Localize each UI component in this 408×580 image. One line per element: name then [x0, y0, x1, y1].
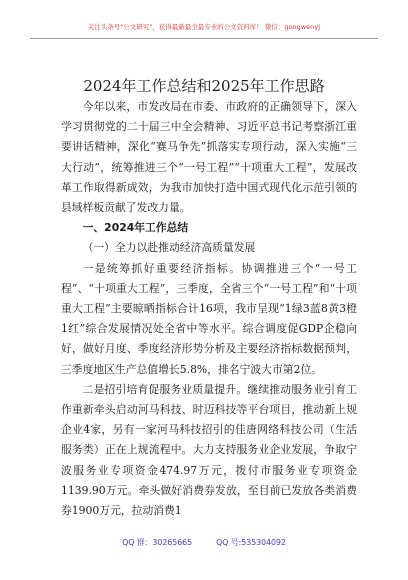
- document-body: [61, 97, 357, 521]
- section-heading: 一、2024年工作总结: [82, 221, 189, 235]
- header-banner: 关注头条号"公文研究"，获得最新最全最专业的公文资料库！ 微信：gongwenyj: [87, 23, 321, 31]
- body-paragraph-1: 一是统筹抓好重要经济指标。协调推进三个“一号工程”、“十项重大工程”，三季度，全省三个“一号工程”和“十项重大工程”主要晾晒指标合计16项，我市呈现“1绿3蓝8黄3橙1红”综合发展情况处全省中等水平。综合调度促GDP企稳向好，做好月度、季度经济形势分析及主要经济指标数据预判，三季度地区生产总值增长5.8%，排名宁波大市第2位。: [61, 261, 357, 376]
- footer-contact: [0, 537, 408, 548]
- body-paragraph-2: 二是招引培育促服务业质量提升。继续推动服务业引育工作重新牵头启动河马科技、时迈科技等平台项目，推动新上规企业4家，另有一家河马科技招引的佳唐网络科技公司（生活服务类）正在上规流程中。大力支持服务业企业发展，争取宁波服务业专项资金474.97万元，拨付市服务业专项资金1139.90万元。牵头做好消费券发放，至目前已发放各类消费券1900万元，拉动消费1: [61, 382, 357, 518]
- header-divider: [30, 38, 378, 39]
- document-title: 2024年工作总结和2025年工作思路: [83, 77, 325, 95]
- subsection-heading: （一）全力以赴推动经济高质量发展: [82, 241, 256, 255]
- intro-paragraph: 今年以来，市发改局在市委、市政府的正确领导下，深入学习贯彻党的二十届三中全会精神、习近平总书记考察浙江重要讲话精神，深化“赛马争先”抓落实专项行动，深入实施“三大行动”，统筹推进三个“一号工程”“十项重大工程”，发展改革工作取得新成效，为我市加快打造中国式现代化示范引领的县域样板贡献了发改力量。: [61, 100, 357, 215]
- footer-qq-number: QQ 号:535304092: [216, 538, 286, 547]
- footer-qq-group: QQ 群：30265665: [122, 538, 193, 547]
